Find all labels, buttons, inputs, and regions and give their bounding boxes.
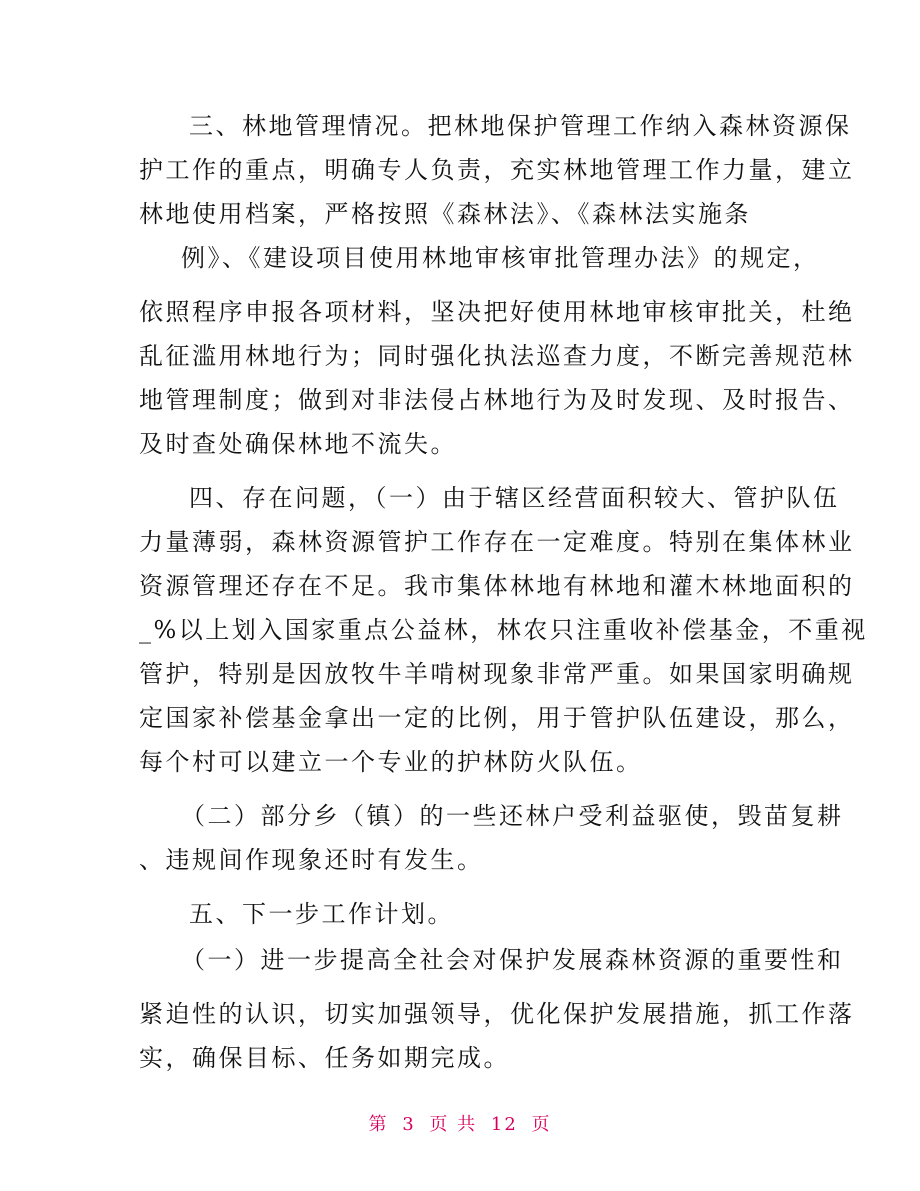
- text-line: 每个村可以建立一个专业的护林防火队伍。: [139, 748, 643, 776]
- footer-middle: 页 共: [429, 1114, 478, 1135]
- text-line: 实，确保目标、任务如期完成。: [139, 1044, 510, 1072]
- text-line: 力量薄弱，森林资源管护工作存在一定难度。特别在集体林业: [139, 528, 855, 556]
- page-number-footer: [0, 1110, 920, 1136]
- text-line: （二）部分乡（镇）的一些还林户受利益驱使，毁苗复耕: [181, 802, 844, 830]
- text-line: 五、下一步工作计划。: [189, 900, 454, 928]
- text-line: 依照程序申报各项材料，坚决把好使用林地审核审批关，杜绝: [139, 298, 855, 326]
- footer-suffix: 页: [531, 1114, 552, 1135]
- text-line: 乱征滥用林地行为；同时强化执法巡查力度，不断完善规范林: [139, 342, 855, 370]
- text-line: 护工作的重点，明确专人负责，充实林地管理工作力量，建立: [139, 156, 855, 184]
- text-line: 资源管理还存在不足。我市集体林地有林地和灌木林地面积的: [139, 572, 855, 600]
- footer-prefix: 第: [368, 1114, 389, 1135]
- text-line: 紧迫性的认识，切实加强领导，优化保护发展措施，抓工作落: [139, 1000, 855, 1028]
- text-line: 管护，特别是因放牧牛羊啃树现象非常严重。如果国家明确规: [139, 660, 855, 688]
- total-pages-number: 12: [490, 1114, 518, 1135]
- text-line: 定国家补偿基金拿出一定的比例，用于管护队伍建设，那么，: [139, 704, 855, 732]
- text-line: 三、林地管理情况。把林地保护管理工作纳入森林资源保: [189, 112, 852, 140]
- text-line: 、违规间作现象还时有发生。: [139, 846, 484, 874]
- current-page-number: 3: [402, 1114, 416, 1135]
- text-line: 林地使用档案，严格按照《森林法》、《森林法实施条: [139, 200, 751, 228]
- text-line: 四、存在问题，（一）由于辖区经营面积较大、管护队伍: [189, 484, 840, 512]
- text-line: 及时查处确保林地不流失。: [139, 430, 457, 458]
- text-line: 地管理制度；做到对非法侵占林地行为及时发现、及时报告、: [139, 386, 855, 414]
- text-line: _%以上划入国家重点公益林，林农只注重收补偿基金，不重视: [139, 616, 868, 644]
- text-line: 例》、《建设项目使用林地审核审批管理办法》的规定，: [181, 244, 820, 272]
- text-line: （一）进一步提高全社会对保护发展森林资源的重要性和: [181, 946, 844, 974]
